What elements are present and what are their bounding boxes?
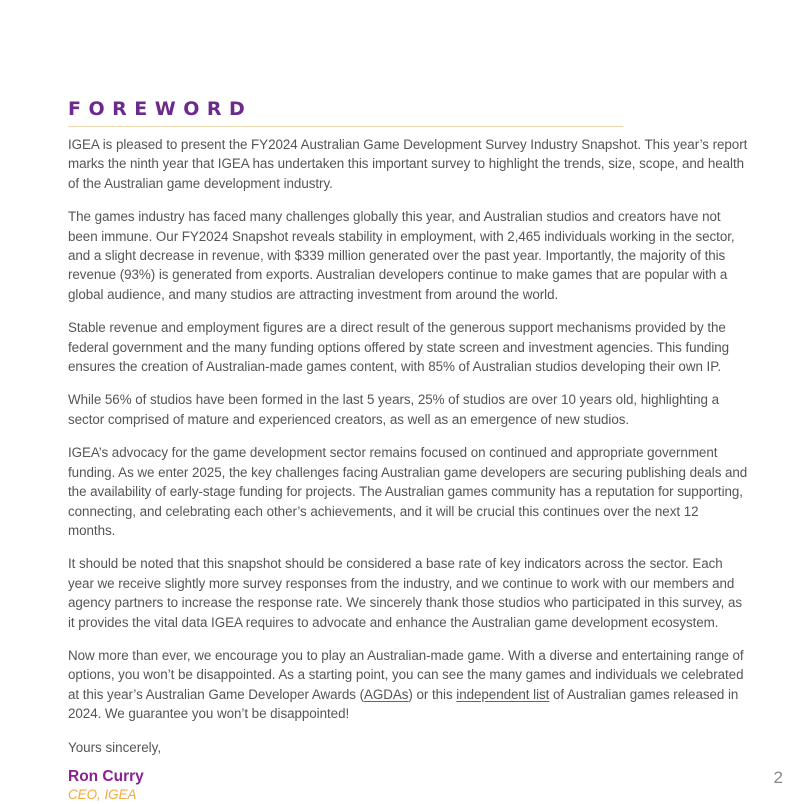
agdas-link[interactable]: AGDAs xyxy=(364,686,409,702)
page-number: 2 xyxy=(773,768,783,787)
paragraph-encouragement xyxy=(68,646,748,724)
paragraph-advocacy: IGEA’s advocacy for the game development sector remains focused on continued and appropriate government funding. As we enter 2025, the key challenges facing Australian game developers are securing publishing deals and the availability of early-stage funding for projects. The Australian games community has a reputation for supporting, connecting, and celebrating each other’s achievements, and it will be crucial this continues over the next 12 months. xyxy=(68,445,748,538)
title-divider xyxy=(68,126,623,127)
signatory-title: CEO, IGEA xyxy=(68,786,137,802)
foreword-page xyxy=(68,97,748,804)
encouragement-text-3: of Australian games released in 2024. We guarantee you won’t be disappointed! xyxy=(68,686,739,722)
paragraph-challenges: The games industry has faced many challenges globally this year, and Australian studios and creators have not been immune. Our FY2024 Snapshot reveals stability in employment, with 2,465 individuals working in the sector, and a slight decrease in revenue, with $339 million generated over the past year. Importantly, the majority of this revenue (93%) is generated from exports. Australian developers continue to make games that are popular with a global audience, and many studios are attracting investment from around the world. xyxy=(68,209,735,302)
signatory-name: Ron Curry xyxy=(68,767,144,785)
encouragement-text-1: Now more than ever, we encourage you to play an Australian-made game. With a diverse and entertaining range of options, you won’t be disappointed. As a starting point, you can see the many games and individuals we celebrated at this year’s Australian Game Developer Awards ( xyxy=(68,647,744,702)
closing-salutation: Yours sincerely, xyxy=(68,739,162,755)
paragraph-funding: Stable revenue and employment figures are a direct result of the generous support mechanisms provided by the federal government and the many funding options offered by state screen and investment agencies. This funding ensures the creation of Australian-made games content, with 85% of Australian studios developing their own IP. xyxy=(68,320,730,375)
paragraph-studio-age: While 56% of studios have been formed in the last 5 years, 25% of studios are over 10 years old, highlighting a sector comprised of mature and experienced creators, as well as an emergence of new studios. xyxy=(68,392,719,427)
encouragement-text-2: ) or this xyxy=(408,686,457,702)
paragraph-intro: IGEA is pleased to present the FY2024 Australian Game Development Survey Industry Snapshot. This year’s report marks the ninth year that IGEA has undertaken this important survey to highlight the trends, size, scope, and health of the Australian game development industry. xyxy=(68,137,748,191)
page-title: FOREWORD xyxy=(68,98,253,120)
independent-list-link[interactable]: independent list xyxy=(456,686,550,702)
paragraph-base-rate: It should be noted that this snapshot should be considered a base rate of key indicators across the sector. Each year we receive slightly more survey responses from the industry, and we continue to work with our members and agency partners to increase the response rate. We sincerely thank those studios who participated in this survey, as it provides the vital data IGEA requires to advocate and enhance the Australian game development ecosystem. xyxy=(68,556,743,630)
